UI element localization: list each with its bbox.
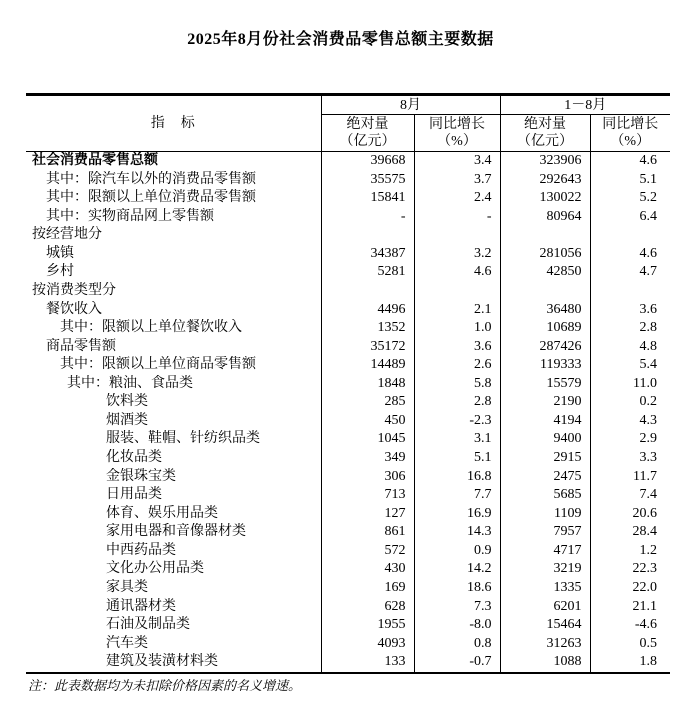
value-cell: 1.2 (590, 542, 670, 561)
value-cell: 2190 (500, 393, 590, 412)
value-cell: 430 (321, 560, 414, 579)
value-cell (590, 282, 670, 301)
table-row (26, 505, 670, 524)
indicator-cell: 金银珠宝类 (106, 468, 176, 484)
header-group-row (26, 95, 670, 115)
indicator-cell: 其中：限额以上单位商品零售额 (60, 357, 256, 373)
column-group-august: 8月 (321, 95, 500, 115)
indicator-cell: 城镇 (46, 245, 74, 261)
value-cell: 14489 (321, 356, 414, 375)
value-cell: 10689 (500, 319, 590, 338)
value-cell: 5.1 (414, 449, 500, 468)
value-cell: 2.9 (590, 430, 670, 449)
value-cell: 5685 (500, 486, 590, 505)
indicator-cell: 其中：实物商品网上零售额 (46, 208, 214, 224)
value-cell: 2.8 (414, 393, 500, 412)
table-row (26, 282, 670, 301)
value-cell: 861 (321, 523, 414, 542)
table-row (26, 319, 670, 338)
value-cell: 2.6 (414, 356, 500, 375)
value-cell: - (321, 208, 414, 227)
value-cell: 4.7 (590, 263, 670, 282)
column-header-absolute-cum: 绝对量 （亿元） (500, 115, 590, 152)
value-cell: 0.5 (590, 635, 670, 654)
value-cell: 713 (321, 486, 414, 505)
value-cell (414, 282, 500, 301)
indicator-cell: 其中：粮油、食品类 (67, 375, 193, 391)
value-cell: 11.7 (590, 468, 670, 487)
value-cell: 39668 (321, 152, 414, 171)
value-cell (590, 226, 670, 245)
table-row (26, 301, 670, 320)
table-row (26, 430, 670, 449)
indicator-cell: 体育、娱乐用品类 (106, 505, 218, 521)
indicator-cell: 社会消费品零售总额 (32, 153, 158, 168)
value-cell: 323906 (500, 152, 590, 171)
value-cell: 349 (321, 449, 414, 468)
value-cell: 34387 (321, 245, 414, 264)
table-row (26, 152, 670, 171)
indicator-cell: 按经营地分 (32, 227, 102, 243)
indicator-cell: 文化办公用品类 (106, 561, 204, 577)
indicator-cell: 日用品类 (106, 487, 162, 503)
value-cell: 119333 (500, 356, 590, 375)
value-cell: 4496 (321, 301, 414, 320)
table-row (26, 375, 670, 394)
value-cell: 4.8 (590, 338, 670, 357)
indicator-cell: 按消费类型分 (32, 282, 116, 298)
indicator-cell: 商品零售额 (46, 338, 116, 354)
value-cell: 3.3 (590, 449, 670, 468)
table-row (26, 393, 670, 412)
indicator-cell: 建筑及装潢材料类 (106, 654, 218, 670)
value-cell: 3.6 (590, 301, 670, 320)
value-cell: 450 (321, 412, 414, 431)
indicator-cell: 餐饮收入 (46, 301, 102, 317)
value-cell: 31263 (500, 635, 590, 654)
table-row (26, 263, 670, 282)
table-row (26, 653, 670, 673)
value-cell: 3.4 (414, 152, 500, 171)
value-cell (500, 282, 590, 301)
value-cell: 1.0 (414, 319, 500, 338)
indicator-cell: 乡村 (46, 264, 74, 280)
value-cell: 36480 (500, 301, 590, 320)
value-cell: 6201 (500, 598, 590, 617)
value-cell: 20.6 (590, 505, 670, 524)
value-cell: 287426 (500, 338, 590, 357)
indicator-cell: 服装、鞋帽、针纺织品类 (106, 431, 260, 447)
value-cell: 35575 (321, 171, 414, 190)
indicator-cell: 烟酒类 (106, 412, 148, 428)
value-cell: 2915 (500, 449, 590, 468)
value-cell: 133 (321, 653, 414, 673)
value-cell: 9400 (500, 430, 590, 449)
value-cell: 169 (321, 579, 414, 598)
value-cell (321, 226, 414, 245)
value-cell: 16.9 (414, 505, 500, 524)
value-cell: 42850 (500, 263, 590, 282)
value-cell: 35172 (321, 338, 414, 357)
table-row (26, 245, 670, 264)
table-row (26, 468, 670, 487)
value-cell: 0.8 (414, 635, 500, 654)
table-row (26, 616, 670, 635)
indicator-cell: 饮料类 (106, 394, 148, 410)
value-cell: 5281 (321, 263, 414, 282)
value-cell: 130022 (500, 189, 590, 208)
table-row (26, 542, 670, 561)
value-cell: - (414, 208, 500, 227)
value-cell: 127 (321, 505, 414, 524)
table-row (26, 208, 670, 227)
table-row (26, 171, 670, 190)
table-row (26, 560, 670, 579)
column-header-yoy-cum: 同比增长 （%） (590, 115, 670, 152)
value-cell: 15841 (321, 189, 414, 208)
value-cell: 1335 (500, 579, 590, 598)
table-body (26, 152, 670, 673)
value-cell: 3.1 (414, 430, 500, 449)
table-row (26, 598, 670, 617)
value-cell: 1.8 (590, 653, 670, 673)
value-cell: 1109 (500, 505, 590, 524)
value-cell: 5.8 (414, 375, 500, 394)
value-cell: 15464 (500, 616, 590, 635)
value-cell: 4.3 (590, 412, 670, 431)
value-cell: 15579 (500, 375, 590, 394)
indicator-cell: 中西药品类 (106, 542, 176, 558)
value-cell: 18.6 (414, 579, 500, 598)
table-footnote: 注：此表数据均为未扣除价格因素的名义增速。 (28, 678, 302, 693)
indicator-cell: 石油及制品类 (106, 617, 190, 633)
table-row (26, 226, 670, 245)
indicator-cell: 化妆品类 (106, 450, 162, 465)
column-header-yoy-aug: 同比增长 （%） (414, 115, 500, 152)
value-cell: 5.4 (590, 356, 670, 375)
value-cell: 7957 (500, 523, 590, 542)
table-row (26, 635, 670, 654)
value-cell: 4.6 (590, 245, 670, 264)
indicator-cell: 家用电器和音像器材类 (106, 524, 246, 540)
value-cell: 1848 (321, 375, 414, 394)
value-cell: 4194 (500, 412, 590, 431)
value-cell: 7.4 (590, 486, 670, 505)
value-cell: 4717 (500, 542, 590, 561)
value-cell: 3.2 (414, 245, 500, 264)
value-cell: 0.9 (414, 542, 500, 561)
indicator-cell: 其中：限额以上单位餐饮收入 (60, 320, 242, 336)
table-row (26, 356, 670, 375)
value-cell: 22.0 (590, 579, 670, 598)
table-header (26, 95, 670, 152)
value-cell: 7.7 (414, 486, 500, 505)
indicator-cell: 其中：限额以上单位消费品零售额 (46, 190, 256, 206)
value-cell: 281056 (500, 245, 590, 264)
value-cell: 1352 (321, 319, 414, 338)
value-cell: 292643 (500, 171, 590, 190)
value-cell: -8.0 (414, 616, 500, 635)
table-row (26, 486, 670, 505)
value-cell: -0.7 (414, 653, 500, 673)
value-cell: 2.4 (414, 189, 500, 208)
table-row (26, 449, 670, 468)
table-row (26, 523, 670, 542)
table-row (26, 412, 670, 431)
value-cell: -4.6 (590, 616, 670, 635)
value-cell: 3219 (500, 560, 590, 579)
value-cell: 14.2 (414, 560, 500, 579)
value-cell: 21.1 (590, 598, 670, 617)
table-row (26, 579, 670, 598)
value-cell: 306 (321, 468, 414, 487)
column-header-absolute-aug: 绝对量 （亿元） (321, 115, 414, 152)
value-cell: 628 (321, 598, 414, 617)
value-cell: 2.8 (590, 319, 670, 338)
value-cell: 80964 (500, 208, 590, 227)
value-cell: 1045 (321, 430, 414, 449)
value-cell: 572 (321, 542, 414, 561)
value-cell (321, 282, 414, 301)
value-cell: 2475 (500, 468, 590, 487)
value-cell: 16.8 (414, 468, 500, 487)
value-cell: 1955 (321, 616, 414, 635)
value-cell: 22.3 (590, 560, 670, 579)
page-title: 2025年8月份社会消费品零售总额主要数据 (187, 31, 494, 48)
value-cell: 3.7 (414, 171, 500, 190)
value-cell (500, 226, 590, 245)
value-cell: 6.4 (590, 208, 670, 227)
value-cell: -2.3 (414, 412, 500, 431)
value-cell: 2.1 (414, 301, 500, 320)
value-cell: 5.1 (590, 171, 670, 190)
value-cell: 28.4 (590, 523, 670, 542)
column-header-indicator: 指 标 (26, 95, 321, 152)
value-cell: 7.3 (414, 598, 500, 617)
table-row (26, 338, 670, 357)
retail-sales-table (26, 93, 670, 674)
indicator-cell: 其中：除汽车以外的消费品零售额 (46, 171, 256, 187)
value-cell: 14.3 (414, 523, 500, 542)
value-cell: 5.2 (590, 189, 670, 208)
indicator-cell: 家具类 (106, 579, 148, 595)
value-cell: 4.6 (590, 152, 670, 171)
column-group-jan-aug: 1－8月 (500, 95, 670, 115)
value-cell (414, 226, 500, 245)
value-cell: 3.6 (414, 338, 500, 357)
value-cell: 285 (321, 393, 414, 412)
value-cell: 0.2 (590, 393, 670, 412)
value-cell: 4093 (321, 635, 414, 654)
value-cell: 4.6 (414, 263, 500, 282)
value-cell: 11.0 (590, 375, 670, 394)
value-cell: 1088 (500, 653, 590, 673)
table-row (26, 189, 670, 208)
indicator-cell: 汽车类 (106, 635, 148, 651)
indicator-cell: 通讯器材类 (106, 598, 176, 614)
